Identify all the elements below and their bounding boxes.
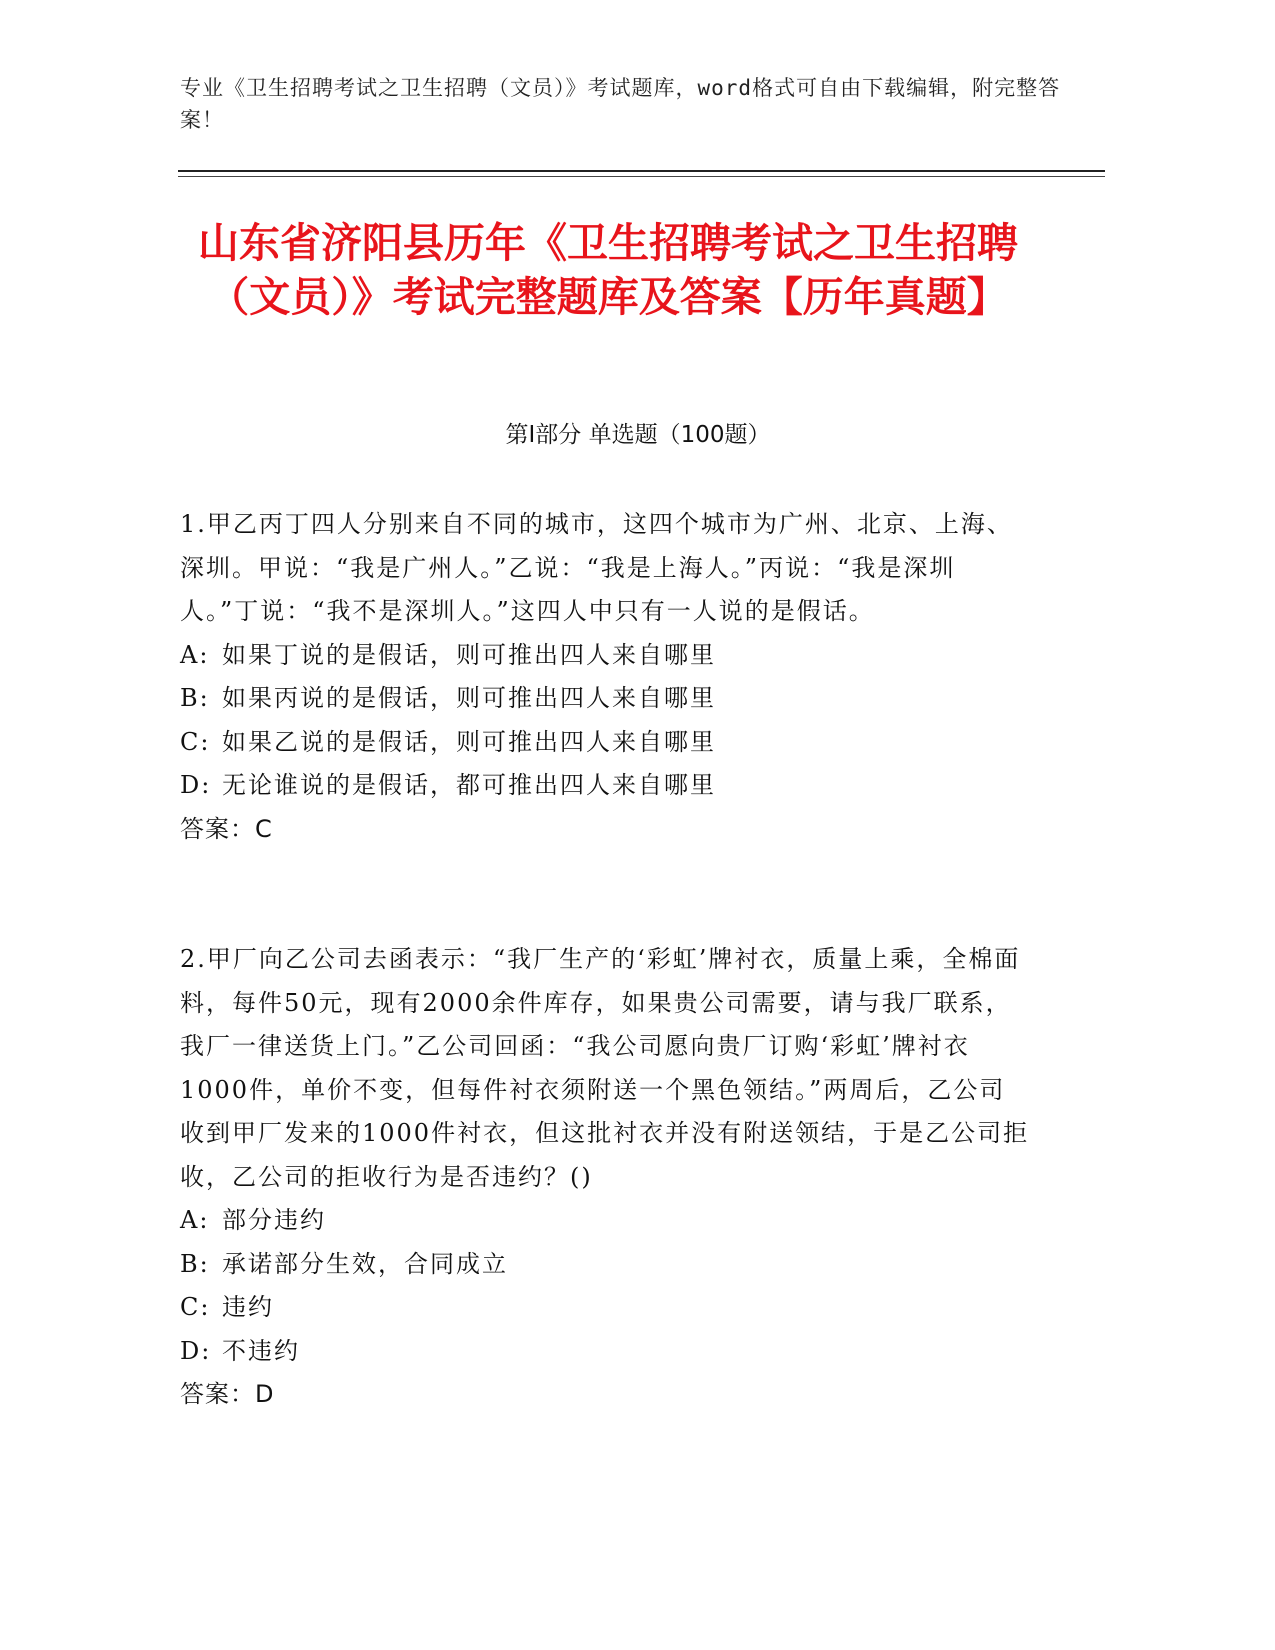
option-letter: B: [180,684,210,712]
question-stem: 2.甲厂向乙公司去函表示：“我厂生产的‘彩虹’牌衬衣，质量上乘，全棉面料，每件50元，现有2000余件库存，如果贵公司需要，请与我厂联系，我厂一律送货上门。”乙公司回函：“我公司愿向贵厂订购‘彩虹’牌衬衣1000件，单价不变，但每件衬衣须附送一个黑色领结。”两周后，乙公司收到甲厂发来的1000件衬衣，但这批衬衣并没有附送领结，于是乙公司拒收，乙公司的拒收行为是否违约？() [180,945,1030,1191]
option-text: 如果丙说的是假话，则可推出四人来自哪里 [222,684,716,712]
option-text: 不违约 [222,1336,300,1365]
question-2 [180,938,1030,1417]
header-divider-thin [178,176,1105,177]
option-text: 违约 [222,1293,274,1321]
option-text: 如果乙说的是假话，则可推出四人来自哪里 [222,727,716,756]
option-letter: D: [180,1336,212,1365]
option-text: 部分违约 [222,1206,326,1234]
section-heading: 第Ⅰ部分 单选题（100题） [505,422,771,448]
option-letter: C: [180,727,211,756]
question-1 [180,503,1030,851]
option-text: 承诺部分生效，合同成立 [222,1249,508,1278]
option-a [180,1199,1030,1243]
option-a [180,634,1030,678]
option-text: 如果丁说的是假话，则可推出四人来自哪里 [222,640,716,669]
option-b [180,1243,1030,1287]
option-letter: A: [180,640,210,669]
option-letter: C: [180,1293,211,1321]
answer-line: 答案：C [180,814,273,843]
option-letter: B: [180,1249,210,1278]
option-letter: A: [180,1206,210,1234]
option-c [180,1286,1030,1330]
header-divider-thick [178,170,1105,172]
option-letter: D: [180,771,212,799]
option-text: 无论谁说的是假话，都可推出四人来自哪里 [222,771,716,799]
option-d [180,764,1030,808]
option-d [180,1330,1030,1374]
question-stem: 1.甲乙丙丁四人分别来自不同的城市，这四个城市为广州、北京、上海、深圳。甲说：“我是广州人。”乙说：“我是上海人。”丙说：“我是深圳人。”丁说：“我不是深圳人。”这四人中只有一人说的是假话。 [180,510,1013,625]
header-note: 专业《卫生招聘考试之卫生招聘（文员）》考试题库，word格式可自由下载编辑，附完整答案！ [180,76,1061,132]
answer-line: 答案：D [180,1380,275,1408]
option-b [180,677,1030,721]
document-title: 山东省济阳县历年《卫生招聘考试之卫生招聘（文员）》考试完整题库及答案【历年真题】 [198,219,1018,321]
option-c [180,721,1030,765]
